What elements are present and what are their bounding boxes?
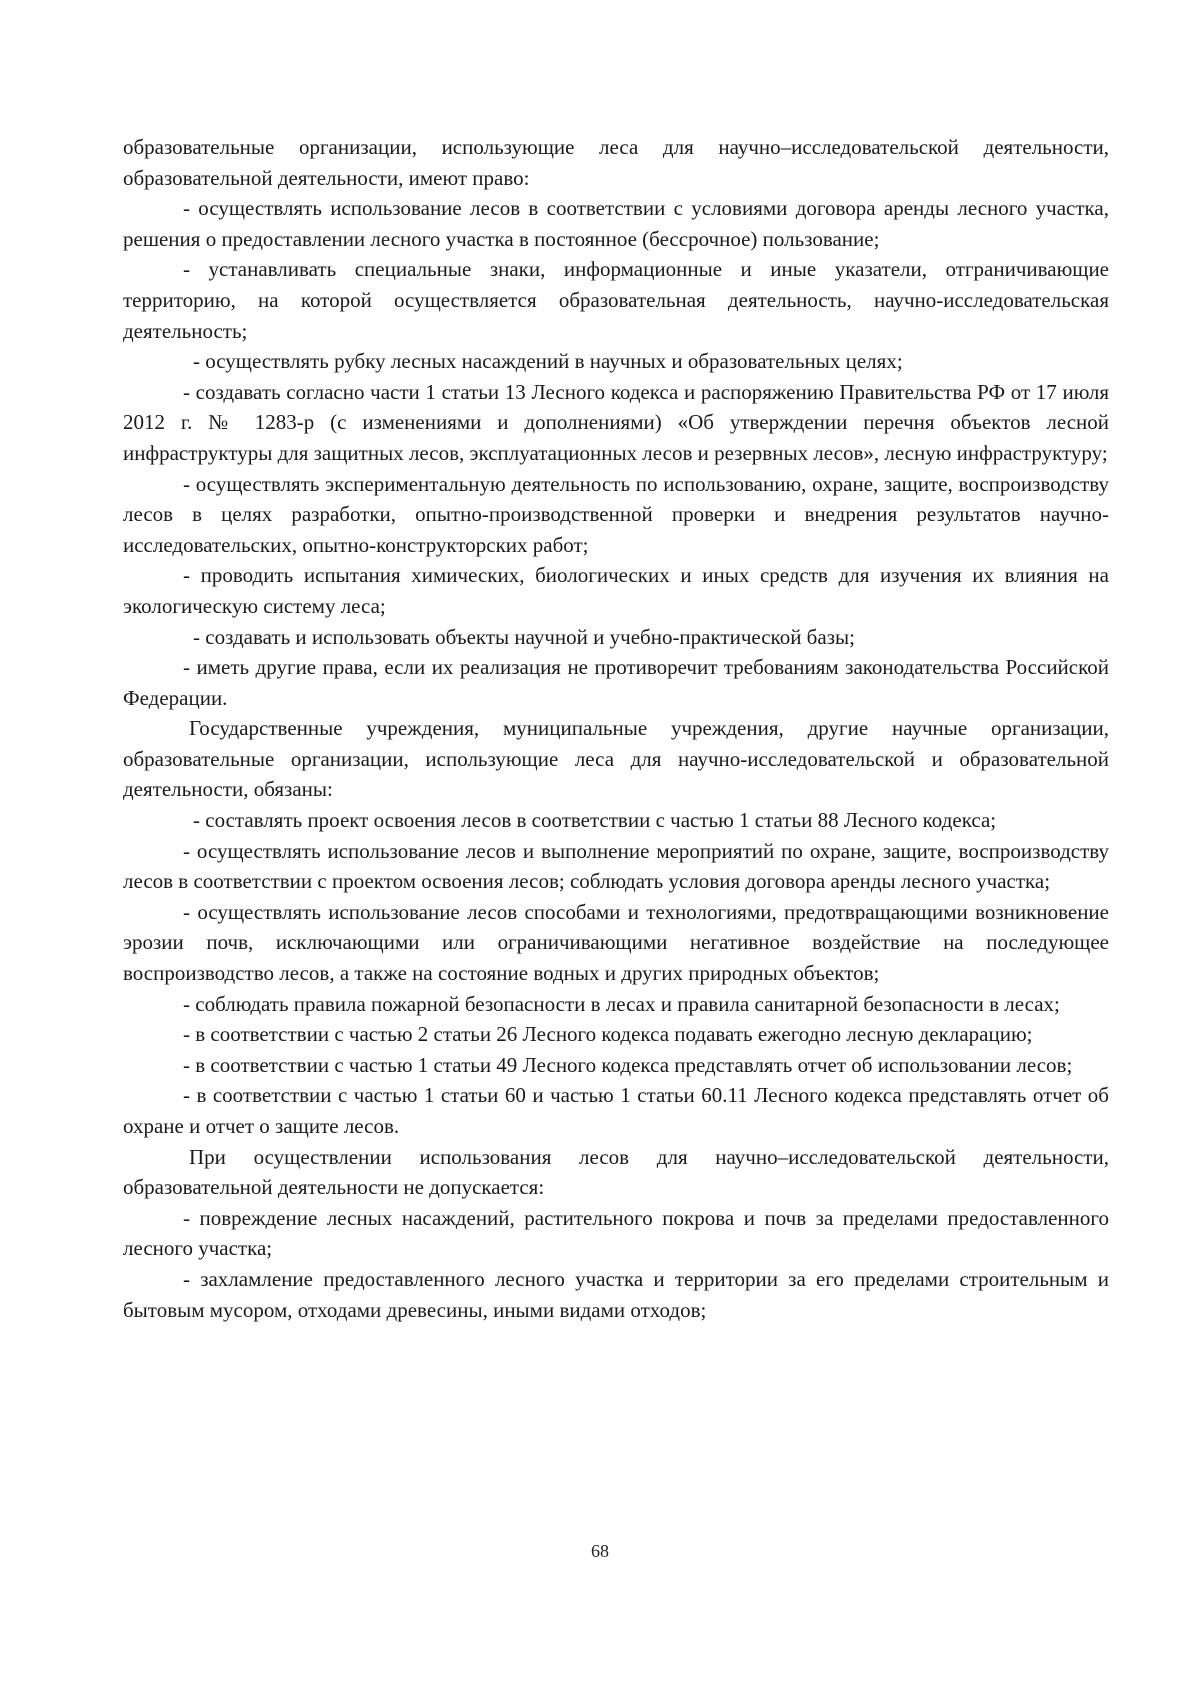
list-item-duty-fire-safety: - соблюдать правила пожарной безопасности в лесах и правила санитарной безопасности в лесах;	[183, 991, 1060, 1016]
list-item-duty-declaration: - в соответствии с частью 2 статьи 26 Лесного кодекса подавать ежегодно лесную декларацию;	[183, 1022, 1033, 1047]
list-item-right-infrastructure: - создавать согласно части 1 статьи 13 Лесного кодекса и распоряжению Правительства РФ от 17 июля 2012 г. № 1283-р (с изменениями и дополнениями) «Об утверждении перечня объектов лесной инфраструктуры для защитных лесов, эксплуатационных лесов и резервных лесов», лесную инфраструктуру;	[123, 379, 1109, 465]
list-item-right-signs: - устанавливать специальные знаки, информационные и иные указатели, отграничивающие территорию, на которой осуществляется образовательная деятельность, научно-исследовательская деятельность;	[123, 257, 1109, 343]
list-item-duty-technologies: - осуществлять использование лесов способами и технологиями, предотвращающими возникновение эрозии почв, исключающими или ограничивающими негативное воздействие на последующее воспроизводство лесов, а также на состояние водных и других природных объектов;	[123, 899, 1109, 986]
list-item-duty-measures: - осуществлять использование лесов и выполнение мероприятий по охране, защите, воспроизводству лесов в соответствии с проектом освоения лесов; соблюдать условия договора аренды лесного участка;	[123, 838, 1109, 894]
list-item-right-other: - иметь другие права, если их реализация не противоречит требованиям законодательства Российской Федерации.	[123, 655, 1109, 710]
list-item-right-experimental: - осуществлять экспериментальную деятельность по использованию, охране, защите, воспроизводству лесов в целях разработки, опытно-производственной проверки и внедрения результатов научно-исследовательских, опытно-конструкторских работ;	[123, 471, 1109, 557]
list-item-prohibited-littering: - захламление предоставленного лесного участка и территории за его пределами строительным и бытовым мусором, отходами древесины, иными видами отходов;	[123, 1266, 1109, 1322]
list-item-right-testing: - проводить испытания химических, биологических и иных средств для изучения их влияния на экологическую систему леса;	[123, 563, 1109, 618]
paragraph-prohibitions-intro: При осуществлении использования лесов для научно–исследовательской деятельности, образовательной деятельности не допускается:	[123, 1144, 1109, 1200]
list-item-prohibited-damage: - повреждение лесных насаждений, растительного покрова и почв за пределами предоставленного лесного участка;	[123, 1205, 1109, 1261]
list-item-duty-usage-report: - в соответствии с частью 1 статьи 49 Лесного кодекса представлять отчет об использовании лесов;	[183, 1052, 1073, 1077]
list-item-duty-project: - составлять проект освоения лесов в соответствии с частью 1 статьи 88 Лесного кодекса;	[193, 808, 997, 833]
list-item-right-felling: - осуществлять рубку лесных насаждений в научных и образовательных целях;	[193, 349, 903, 374]
document-body	[123, 132, 1109, 1325]
list-item-right-use: - осуществлять использование лесов в соответствии с условиями договора аренды лесного участка, решения о предоставлении лесного участка в постоянное (бессрочное) пользование;	[123, 196, 1109, 251]
paragraph-intro-continued: образовательные организации, использующие леса для научно–исследовательской деятельности, образовательной деятельности, имеют право:	[123, 135, 1109, 190]
paragraph-obligations-intro: Государственные учреждения, муниципальные учреждения, другие научные организации, образовательные организации, использующие леса для научно-исследовательской и образовательной деятельности, обязаны:	[123, 716, 1109, 802]
list-item-right-objects: - создавать и использовать объекты научной и учебно-практической базы;	[193, 624, 855, 649]
page-number: 68	[591, 1541, 609, 1561]
list-item-duty-protection-report: - в соответствии с частью 1 статьи 60 и частью 1 статьи 60.11 Лесного кодекса представлять отчет об охране и отчет о защите лесов.	[123, 1083, 1109, 1138]
